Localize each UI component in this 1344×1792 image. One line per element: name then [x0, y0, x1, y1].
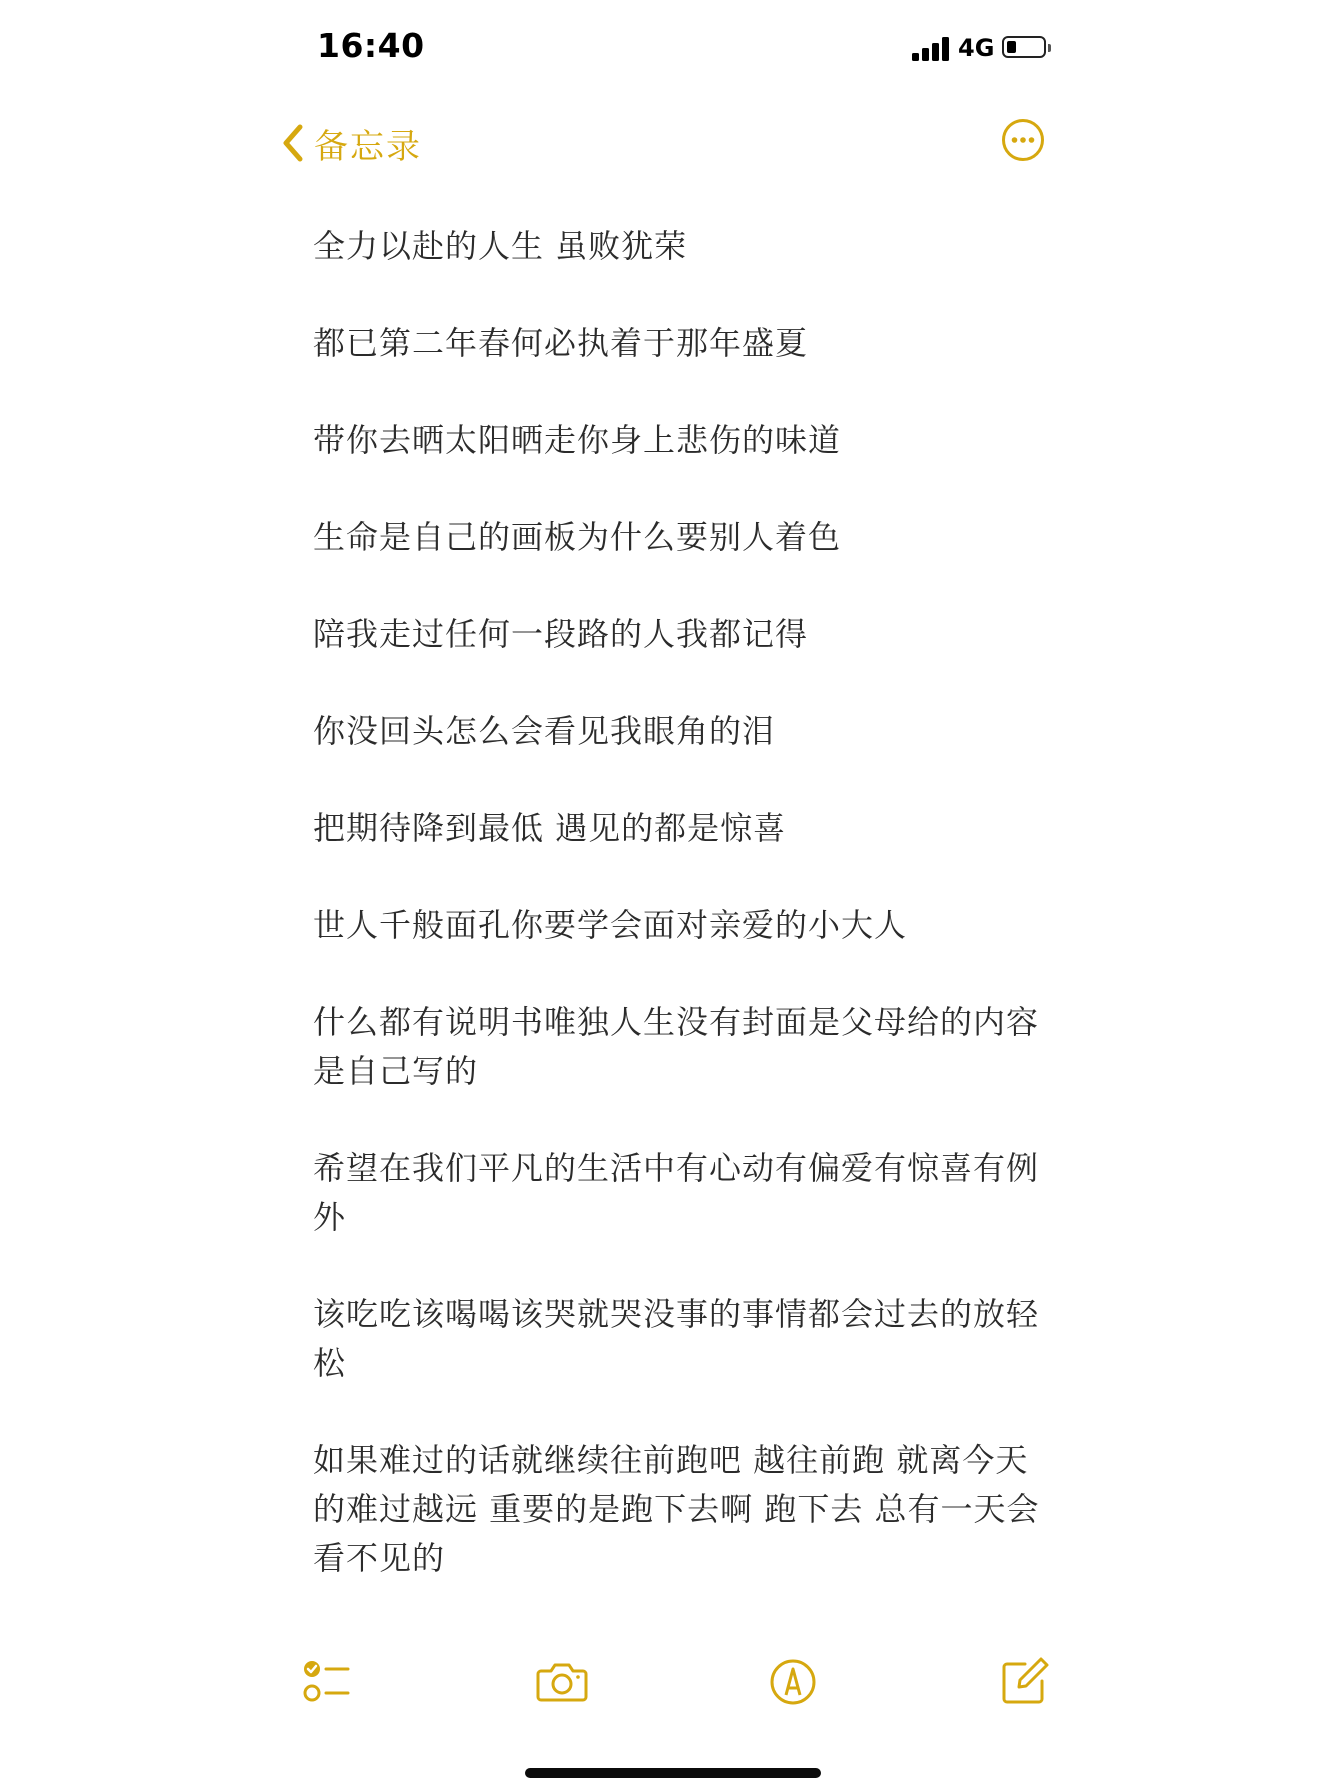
note-line: 生命是自己的画板为什么要别人着色: [313, 518, 842, 556]
camera-icon: [535, 1655, 589, 1709]
note-line: 把期待降到最低 遇见的都是惊喜: [313, 809, 787, 847]
more-button[interactable]: [1001, 118, 1045, 162]
checklist-button[interactable]: [300, 1655, 354, 1709]
status-time: 16:40: [317, 26, 425, 65]
nav-bar: [0, 100, 1344, 190]
battery-level: [1007, 41, 1016, 53]
compose-button[interactable]: [997, 1655, 1051, 1709]
back-button[interactable]: [280, 118, 422, 168]
note-line: 陪我走过任何一段路的人我都记得: [313, 615, 809, 653]
cellular-signal-icon: [912, 35, 952, 61]
note-line: 都已第二年春何必执着于那年盛夏: [313, 324, 809, 362]
markup-button[interactable]: [766, 1655, 820, 1709]
note-line: 希望在我们平凡的生活中有心动有偏爱有惊喜有例外: [313, 1149, 1040, 1236]
chevron-left-icon: [280, 123, 306, 163]
network-type: 4G: [958, 34, 995, 62]
ellipsis-circle-icon: [1001, 118, 1045, 162]
note-body[interactable]: [313, 210, 1043, 1583]
note-line: 带你去晒太阳晒走你身上悲伤的味道: [313, 421, 842, 459]
back-label: 备忘录: [314, 126, 422, 167]
battery-icon: [1002, 36, 1046, 58]
note-line: 全力以赴的人生 虽败犹荣: [313, 227, 688, 265]
note-line: 你没回头怎么会看见我眼角的泪: [313, 712, 776, 750]
note-line: 什么都有说明书唯独人生没有封面是父母给的内容是自己写的: [313, 1003, 1040, 1090]
camera-button[interactable]: [535, 1655, 589, 1709]
bottom-toolbar: [0, 1655, 1344, 1715]
note-line: 如果难过的话就继续往前跑吧 越往前跑 就离今天的难过越远 重要的是跑下去啊 跑下去 总有一天会看不见的: [313, 1441, 1040, 1577]
compose-icon: [997, 1655, 1051, 1709]
home-indicator[interactable]: [525, 1768, 821, 1778]
note-line: 世人千般面孔你要学会面对亲爱的小大人: [313, 906, 908, 944]
checklist-icon: [300, 1655, 354, 1709]
status-bar: [0, 0, 1344, 100]
markup-pen-icon: [766, 1655, 820, 1709]
note-line: 该吃吃该喝喝该哭就哭没事的事情都会过去的放轻松: [313, 1295, 1040, 1382]
